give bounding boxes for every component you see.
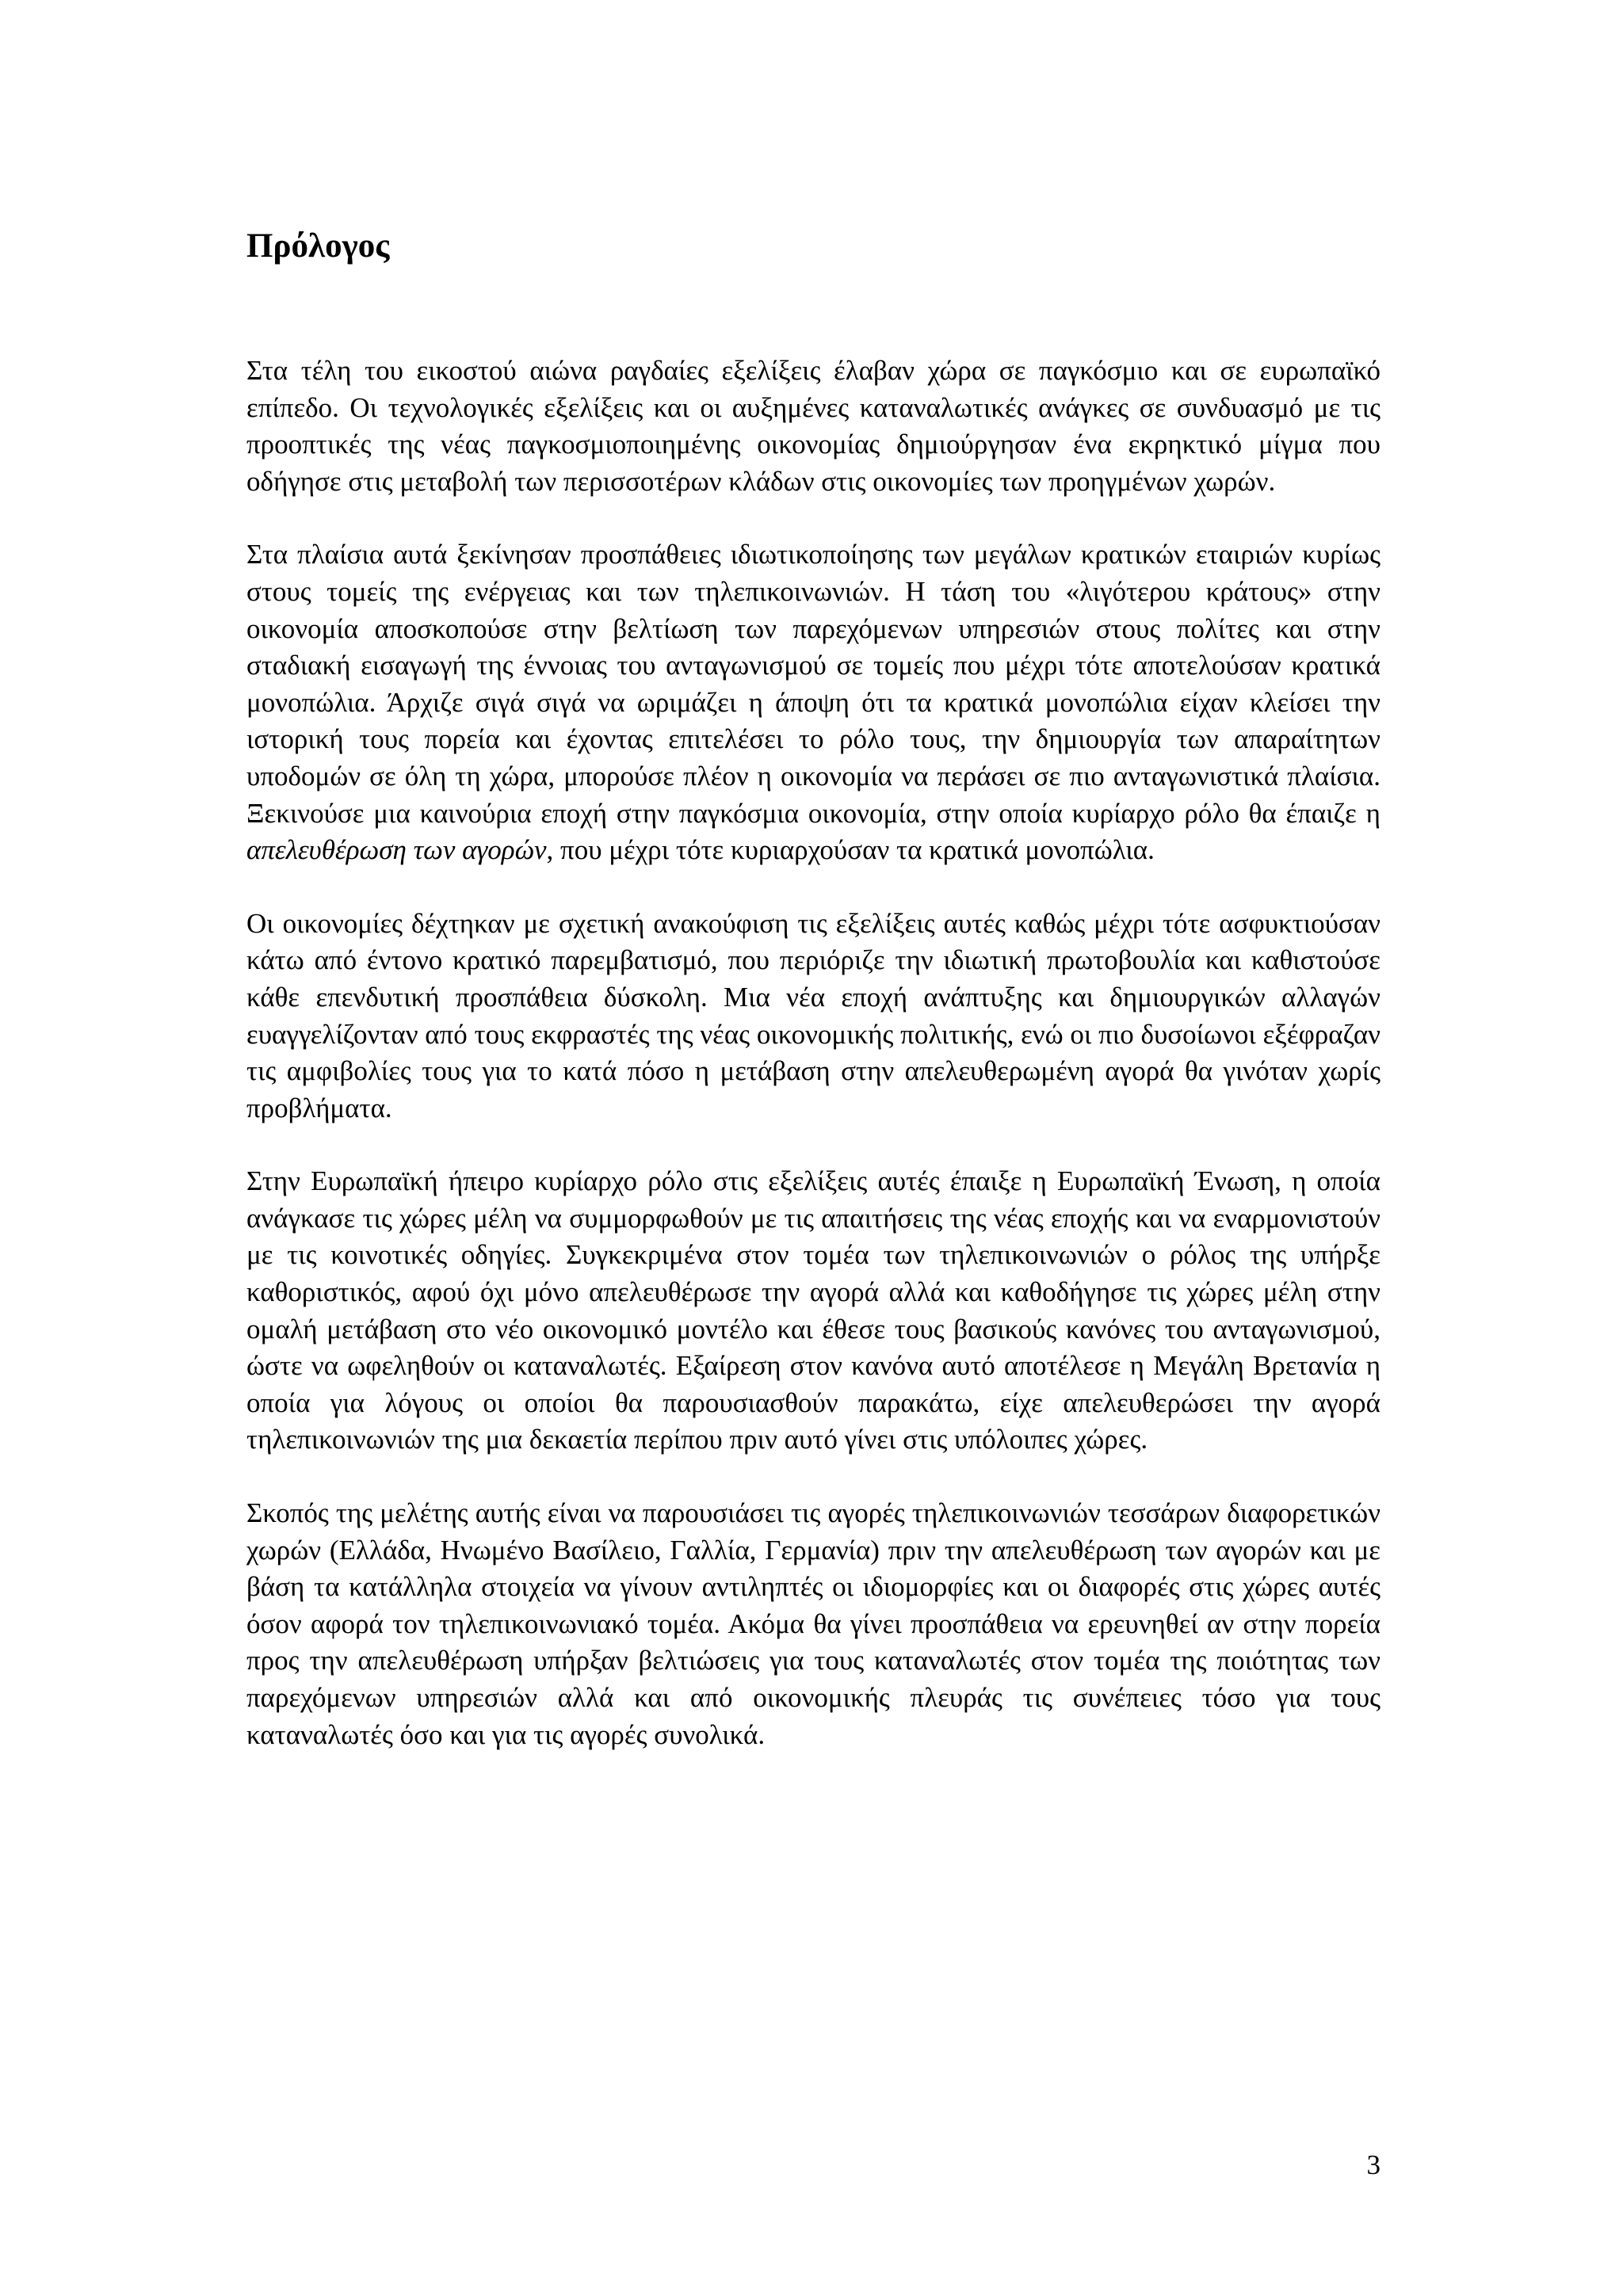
emphasized-phrase: απελευθέρωση των αγορών <box>246 834 547 866</box>
page-number: 3 <box>1366 2149 1381 2180</box>
body-text <box>246 353 1381 1790</box>
page-title: Πρόλογος <box>246 227 390 265</box>
paragraph-2-before: Στα πλαίσια αυτά ξεκίνησαν προσπάθειες ιδιωτικοποίησης των μεγάλων κρατικών εταιριών κυρίως στους τομείς της ενέργειας και των τηλεπικοινωνιών. Η τάση του «λιγότερου κράτους» στην οικονομία αποσκοπούσε στην βελτίωση των παρεχόμενων υπηρεσιών στους πολίτες και στην σταδιακή εισαγωγή της έννοιας του ανταγωνισμού σε τομείς που μέχρι τότε αποτελούσαν κρατικά μονοπώλια. Άρχιζε σιγά σιγά να ωριμάζει η άποψη ότι τα κρατικά μονοπώλια είχαν κλείσει την ιστορική τους πορεία και έχοντας επιτελέσει το ρόλο τους, την δημιουργία των απαραίτητων υποδομών σε όλη τη χώρα, μπορούσε πλέον η οικονομία να περάσει σε πιο ανταγωνιστικά πλαίσια. Ξεκινούσε μια καινούρια εποχή στην παγκόσμια οικονομία, στην οποία κυρίαρχο ρόλο θα έπαιζε η <box>246 539 1381 829</box>
paragraph-1: Στα τέλη του εικοστού αιώνα ραγδαίες εξελίξεις έλαβαν χώρα σε παγκόσμιο και σε ευρωπαϊκό επίπεδο. Οι τεχνολογικές εξελίξεις και οι αυξημένες καταναλωτικές ανάγκες σε συνδυασμό με τις προοπτικές της νέας παγκοσμιοποιημένης οικονομίας δημιούργησαν ένα εκρηκτικό μίγμα που οδήγησε στις μεταβολή των περισσοτέρων κλάδων στις οικονομίες των προηγμένων χωρών. <box>246 355 1381 497</box>
paragraph-3: Οι οικονομίες δέχτηκαν με σχετική ανακούφιση τις εξελίξεις αυτές καθώς μέχρι τότε ασφυκτιούσαν κάτω από έντονο κρατικό παρεμβατισμό, που περιόριζε την ιδιωτική πρωτοβουλία και καθιστούσε κάθε επενδυτική προσπάθεια δύσκολη. Μια νέα εποχή ανάπτυξης και δημιουργικών αλλαγών ευαγγελίζονταν από τους εκφραστές της νέας οικονομικής πολιτικής, ενώ οι πιο δυσοίωνοι εξέφραζαν τις αμφιβολίες τους για το κατά πόσο η μετάβαση στην απελευθερωμένη αγορά θα γινόταν χωρίς προβλήματα. <box>246 907 1381 1123</box>
paragraph-2 <box>246 536 1381 868</box>
paragraph-2-after: , που μέχρι τότε κυριαρχούσαν τα κρατικά μονοπώλια. <box>546 834 1155 866</box>
paragraph-5: Σκοπός της μελέτης αυτής είναι να παρουσιάσει τις αγορές τηλεπικοινωνιών τεσσάρων διαφορετικών χωρών (Ελλάδα, Ηνωμένο Βασίλειο, Γαλλία, Γερμανία) πριν την απελευθέρωση των αγορών και με βάση τα κατάλληλα στοιχεία να γίνουν αντιληπτές οι ιδιομορφίες και οι διαφορές στις χώρες αυτές όσον αφορά τον τηλεπικοινωνιακό τομέα. Ακόμα θα γίνει προσπάθεια να ερευνηθεί αν στην πορεία προς την απελευθέρωση υπήρξαν βελτιώσεις για τους καταναλωτές στον τομέα της ποιότητας των παρεχόμενων υπηρεσιών αλλά και από οικονομικής πλευράς τις συνέπειες τόσο για τους καταναλωτές όσο και για τις αγορές συνολικά. <box>246 1497 1381 1750</box>
paragraph-4: Στην Ευρωπαϊκή ήπειρο κυρίαρχο ρόλο στις εξελίξεις αυτές έπαιξε η Ευρωπαϊκή Ένωση, η οποία ανάγκασε τις χώρες μέλη να συμμορφωθούν με τις απαιτήσεις της νέας εποχής και να εναρμονιστούν με τις κοινοτικές οδηγίες. Συγκεκριμένα στον τομέα των τηλεπικοινωνιών ο ρόλος της υπήρξε καθοριστικός, αφού όχι μόνο απελευθέρωσε την αγορά αλλά και καθοδήγησε τις χώρες μέλη στην ομαλή μετάβαση στο νέο οικονομικό μοντέλο και έθεσε τους βασικούς κανόνες του ανταγωνισμού, ώστε να ωφεληθούν οι καταναλωτές. Εξαίρεση στον κανόνα αυτό αποτέλεσε η Μεγάλη Βρετανία η οποία για λόγους οι οποίοι θα παρουσιασθούν παρακάτω, είχε απελευθερώσει την αγορά τηλεπικοινωνιών της μια δεκαετία περίπου πριν αυτό γίνει στις υπόλοιπες χώρες. <box>246 1165 1381 1455</box>
